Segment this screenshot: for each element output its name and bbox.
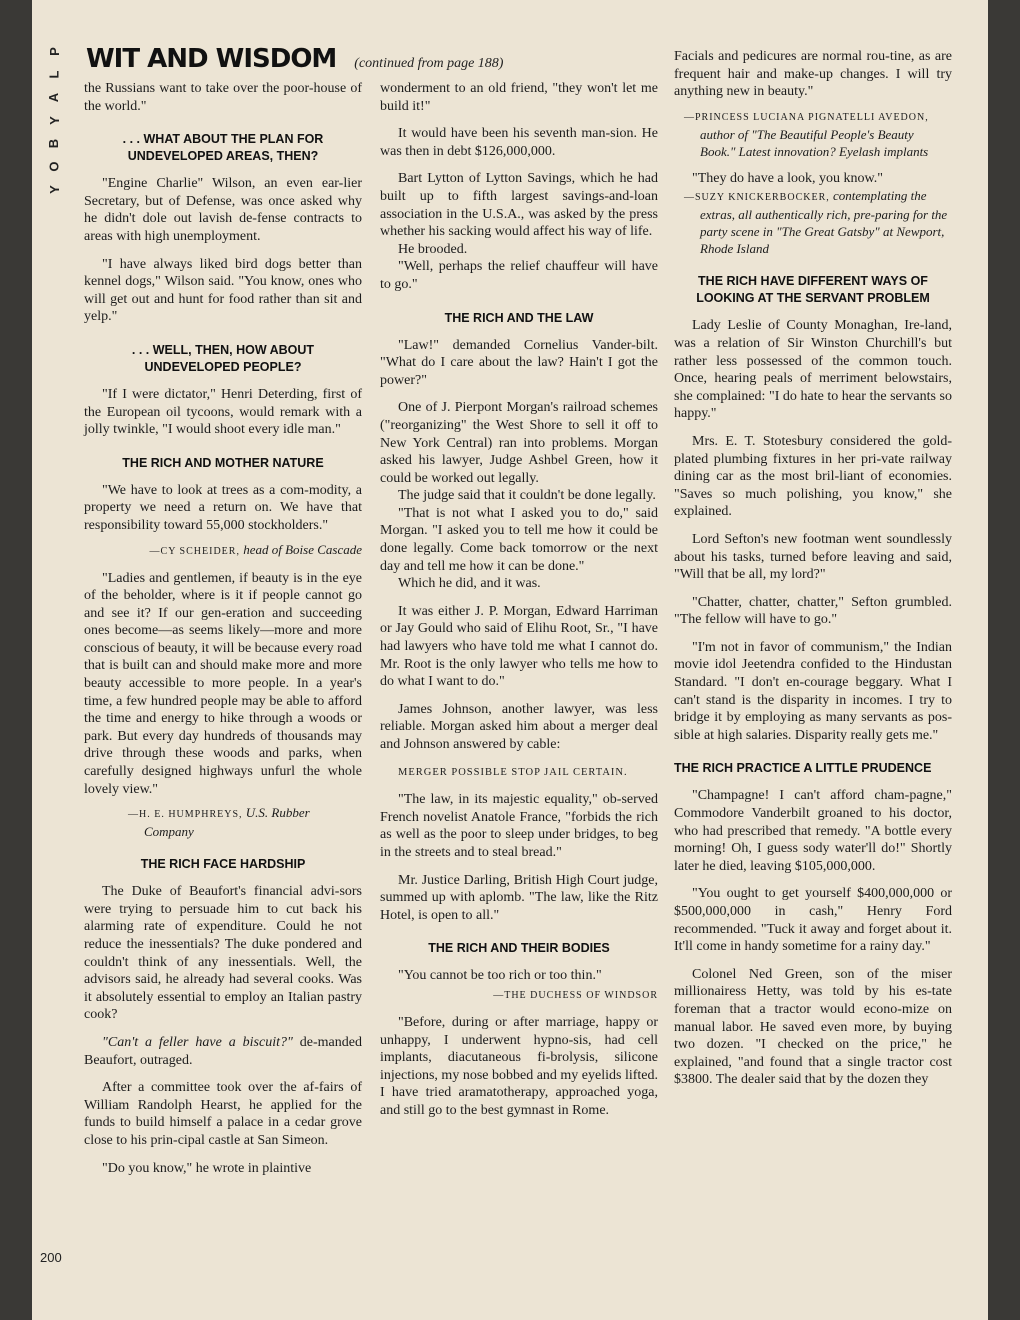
logo-letter: B — [46, 138, 62, 149]
section-heading: THE RICH HAVE DIFFERENT WAYS OF LOOKING AT THE SERVANT PROBLEM — [696, 274, 930, 306]
paragraph: "We have to look at trees as a com-modity, a property we need a return on. We have that responsibility toward 55,000 stockholders." — [84, 482, 362, 533]
attribution-title: author of "The Beautiful People's Beauty Book." Latest innovation? Eyelash implants — [700, 126, 929, 159]
paragraph: "I'm not in favor of communism," the Indian movie idol Jeetendra confided to the Hindustan Standard. "I don't en-courage beggary. What I can't stand is the disparity in incomes. I try to bridge it by employing as many servants as pos-sible at high salaries. Disparity really gets me." — [674, 639, 952, 743]
magazine-page — [32, 0, 988, 1320]
section-heading: THE RICH AND MOTHER NATURE — [122, 455, 324, 470]
paragraph: "Do you know," he wrote in plaintive — [102, 1160, 312, 1176]
attribution-name: —SUZY KNICKERBOCKER, — [684, 192, 830, 204]
attribution — [674, 187, 952, 257]
paragraph: "If I were dictator," Henri Deterding, first of the European oil tycoons, would remark with a jolly twinkle, "I would shoot every idle man." — [84, 386, 362, 438]
paragraph: wonderment to an old friend, "they won't let me build it!" — [380, 81, 658, 114]
paragraph: "Before, during or after marriage, happy or unhappy, I underwent hypno-sis, had cell implants, diacutaneous fi-brolysis, silicone injections, my nose bobbed and my eyelids lifted. I have tried aramatotherapy, approached yoga, and still go to the best gymnast in Rome. — [380, 1014, 659, 1118]
attribution-name: —CY SCHEIDER, — [149, 545, 240, 557]
paragraph: "Well, perhaps the relief chauffeur will have to go." — [380, 259, 658, 292]
quote-rest: de-manded Beaufort, outraged. — [84, 1034, 362, 1068]
paragraph: "They do have a look, you know." — [692, 170, 883, 186]
column-3 — [674, 48, 952, 1099]
logo-letter: Y — [46, 116, 62, 125]
article-header — [86, 44, 646, 78]
paragraph: "Engine Charlie" Wilson, an even ear-lier Secretary, but of Defense, was once asked why he didn't dole out lavish de-fense contracts to areas with high unemployment. — [84, 176, 362, 244]
paragraph: "Chatter, chatter, chatter," Sefton grumbled. "The fellow will have to go." — [674, 594, 952, 628]
quote-italic: "Can't a feller have a biscuit?" — [102, 1034, 293, 1050]
paragraph: "That is not what I asked you to do," said Morgan. "I asked you to tell me how it could be done legally. Come back tomorrow or the next day and tell me how it can be done." — [380, 505, 658, 574]
logo-letter: Y — [46, 185, 62, 194]
attribution-name: —H. E. HUMPHREYS, — [128, 809, 243, 821]
paragraph: "Champagne! I can't afford cham-pagne," Commodore Vanderbilt groaned to his doctor, who had prescribed that remedy. "A bottle every morning! Oh, I guess sody water'll do!" Shortly later he died, leaving $105,000,000. — [674, 788, 952, 874]
attribution — [84, 804, 362, 840]
column-2 — [380, 80, 658, 1130]
paragraph: the Russians want to take over the poor-house of the world." — [84, 81, 362, 114]
paragraph: Mr. Justice Darling, British High Court judge, summed up with aplomb. "The law, like the Ritz Hotel, is open to all." — [380, 872, 658, 923]
paragraph: "The law, in its majestic equality," ob-served French novelist Anatole France, "forbids the rich as well as the poor to sleep under bridges, to beg in the streets and to steal bread." — [380, 792, 658, 860]
paragraph: Lady Leslie of County Monaghan, Ire-land, was a relation of Sir Winston Churchill's but rather less possessed of the common touch. Once, hearing peals of merriment belowstairs, she complained: "I do hate to hear the servants so happy." — [674, 318, 952, 422]
paragraph: The Duke of Beaufort's financial advi-sors were trying to persuade him to cut back his alarming rate of expenditure. Could he not reduce the inessentials? The duke pondered and couldn't think of any inessentials. Well, the advisors said, he already had several cooks. Was it absolutely essential to employ an Italian pastry cook? — [84, 884, 362, 1023]
paragraph: Bart Lytton of Lytton Savings, which he had built up to fifth largest savings-and-loan association in the U.S.A., was asked by the press whether his sacking would affect his way of life. — [380, 171, 658, 240]
section-heading: . . . WHAT ABOUT THE PLAN FOR UNDEVELOPED AREAS, THEN? — [122, 132, 324, 164]
paragraph: "Law!" demanded Cornelius Vander-bilt. "What do I care about the law? Hain't I got the power?" — [380, 337, 658, 388]
paragraph: James Johnson, another lawyer, was less reliable. Morgan asked him about a merger deal and Johnson answered by cable: — [380, 701, 658, 752]
paragraph: "You ought to get yourself $400,000,000 or $500,000,000 in cash," Henry Ford recommended. "Tuck it away and forget about it. It'll come in handy sometime for a rainy day." — [674, 886, 952, 955]
paragraph: It was either J. P. Morgan, Edward Harriman or Jay Gould who said of Elihu Root, Sr., "I have had lawyers who have told me what I cannot do. Mr. Root is the only lawyer who tells me how to do what I want to do." — [380, 603, 658, 690]
column-1 — [84, 80, 362, 1187]
paragraph: Lord Sefton's new footman went soundlessly about his tasks, turned before leaving and said, "Will that be all, my lord?" — [674, 531, 952, 583]
section-heading: THE RICH AND THE LAW — [444, 310, 594, 325]
section-heading: THE RICH AND THEIR BODIES — [428, 941, 610, 956]
attribution — [84, 541, 362, 560]
attribution-name: —PRINCESS LUCIANA PIGNATELLI AVEDON, — [684, 111, 929, 123]
attribution — [380, 985, 658, 1004]
section-heading: THE RICH PRACTICE A LITTLE PRUDENCE — [674, 761, 932, 776]
paragraph: Mrs. E. T. Stotesbury considered the gold-plated plumbing fixtures in her pri-vate railway dining car as the most bril-liant of economies. "Saves so much polishing, you know," she explained. — [674, 433, 952, 520]
paragraph: Facials and pedicures are normal rou-tine, as are frequent hair and make-up changes. I will try anything new in beauty." — [674, 49, 952, 100]
paragraph: One of J. Pierpont Morgan's railroad schemes ("reorganizing" the West Shore to sell it off to New York Central) ran into problems. Morgan asked his lawyer, Judge Ashbel Green, how it could be worked out legally. — [380, 400, 658, 486]
section-heading: . . . WELL, THEN, HOW ABOUT UNDEVELOPED PEOPLE? — [131, 342, 315, 374]
section-heading: THE RICH FACE HARDSHIP — [140, 857, 306, 872]
logo-letter: L — [46, 70, 62, 79]
paragraph: It would have been his seventh man-sion. He was then in debt $126,000,000. — [380, 126, 658, 159]
attribution-title: contemplating the extras, all authentically rich, pre-paring for the party scene in "The Great Gatsby" at Newport, Rhode Island — [700, 188, 948, 257]
paragraph: The judge said that it couldn't be done legally. — [398, 488, 656, 504]
paragraph: "Ladies and gentlemen, if beauty is in the eye of the beholder, where is it if people cannot go and see it? If our gen-eration and succeeding ones become—as seems likely—more and more conscious of beauty, it will be because every road that is built can and should make more and more beauty accessible to more people. In a year's time, a few hundred people may be able to afford the time and energy to hike through a woods or park. But every day hundreds of thousands may drive through these woods and parks, when carefully designed highways unfurl the whole lovely view." — [84, 570, 362, 797]
paragraph: Which he did, and it was. — [398, 576, 541, 592]
paragraph: After a committee took over the af-fairs of William Randolph Hearst, he applied for the funds to build himself a palace in a cedar grove close to his prin-cipal castle at San Simeon. — [84, 1080, 362, 1148]
continued-note: (continued from page 188) — [354, 56, 504, 71]
attribution — [674, 107, 952, 160]
paragraph — [84, 1034, 362, 1069]
playboy-vertical-logo — [44, 40, 64, 200]
paragraph: "You cannot be too rich or too thin." — [398, 968, 602, 984]
logo-letter: A — [46, 92, 62, 103]
logo-letter: O — [46, 161, 62, 172]
cable-text: MERGER POSSIBLE STOP JAIL CERTAIN. — [398, 766, 628, 778]
attribution-title: head of Boise Cascade — [243, 541, 362, 557]
paragraph: He brooded. — [398, 241, 468, 257]
attribution-title: U.S. Rubber Company — [144, 805, 310, 840]
paragraph: Colonel Ned Green, son of the miser millionairess Hetty, was told by his es-tate foreman that a tractor would econo-mize on manual labor. He saved even more, by buying two dozen. "I checked on the price," he explained, "and found that a single tractor cost $3800. The dealer said that by the dozen they — [674, 966, 952, 1088]
logo-letter: P — [46, 47, 62, 56]
page-number: 200 — [40, 1250, 62, 1265]
attribution-name: —THE DUCHESS OF WINDSOR — [493, 989, 658, 1001]
article-title: WIT AND WISDOM — [86, 44, 337, 74]
paragraph: "I have always liked bird dogs better than kennel dogs," Wilson said. "You know, ones who will get out and hunt for food rather than sit and yelp." — [84, 256, 362, 325]
